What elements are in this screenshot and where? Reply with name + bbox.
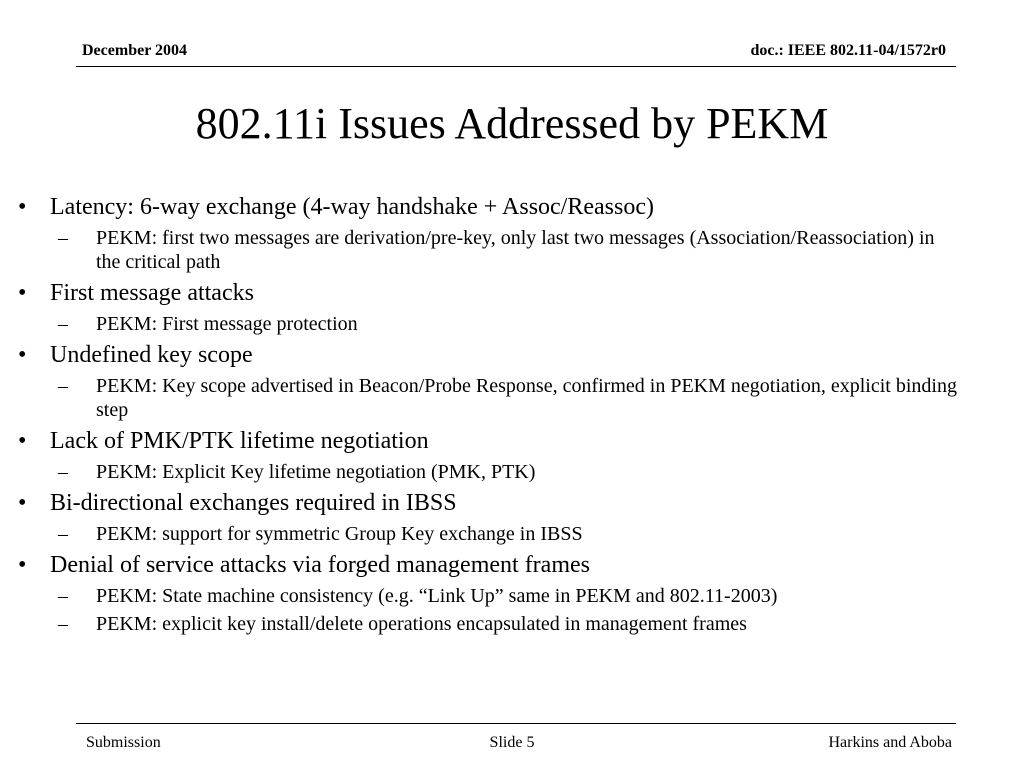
sub-bullet-text: PEKM: first two messages are derivation/pre-key, only last two messages (Association/Reassociation) in the critical path [96,227,935,273]
bullet-text: Denial of service attacks via forged management frames [50,552,590,578]
bullet-text: Latency: 6-way exchange (4-way handshake + Assoc/Reassoc) [50,194,654,220]
dash-icon: – [58,313,68,335]
dash-icon: – [58,585,68,607]
bullet-dot-icon: • [18,490,27,516]
footer-divider [76,723,956,724]
footer-submission: Submission [86,734,161,751]
sub-bullet-text: PEKM: State machine consistency (e.g. “Link Up” same in PEKM and 802.11-2003) [96,585,778,607]
sub-bullet-item [18,612,958,636]
bullet-text: Undefined key scope [50,342,253,368]
slide-title: 802.11i Issues Addressed by PEKM [195,99,829,148]
dash-icon: – [58,227,68,249]
bullet-item [18,278,958,308]
bullet-item [18,426,958,456]
sub-bullet-item [18,584,958,608]
sub-bullet-text: PEKM: explicit key install/delete operations encapsulated in management frames [96,613,747,635]
bullet-dot-icon: • [18,280,27,306]
bullet-dot-icon: • [18,342,27,368]
footer-authors: Harkins and Aboba [828,734,952,751]
bullet-item [18,340,958,370]
header-date: December 2004 [82,42,187,59]
bullet-item [18,192,958,222]
sub-bullet-item [18,374,958,422]
sub-bullet-item [18,312,958,336]
bullet-text: Bi-directional exchanges required in IBSS [50,490,457,516]
sub-bullet-item [18,226,958,274]
bullet-list [18,188,958,636]
footer-slide-number: Slide 5 [489,734,535,751]
sub-bullet-text: PEKM: Explicit Key lifetime negotiation (PMK, PTK) [96,461,536,483]
dash-icon: – [58,461,68,483]
sub-bullet-text: PEKM: First message protection [96,313,358,335]
header-divider [76,66,956,67]
bullet-text: Lack of PMK/PTK lifetime negotiation [50,428,429,454]
dash-icon: – [58,523,68,545]
header-doc-id: doc.: IEEE 802.11-04/1572r0 [750,42,946,59]
sub-bullet-text: PEKM: support for symmetric Group Key exchange in IBSS [96,523,583,545]
sub-bullet-text: PEKM: Key scope advertised in Beacon/Probe Response, confirmed in PEKM negotiation, explicit binding step [96,375,957,421]
bullet-dot-icon: • [18,552,27,578]
bullet-text: First message attacks [50,280,254,306]
dash-icon: – [58,613,68,635]
bullet-item [18,488,958,518]
sub-bullet-item [18,522,958,546]
bullet-dot-icon: • [18,194,27,220]
sub-bullet-item [18,460,958,484]
bullet-dot-icon: • [18,428,27,454]
bullet-item [18,550,958,580]
dash-icon: – [58,375,68,397]
